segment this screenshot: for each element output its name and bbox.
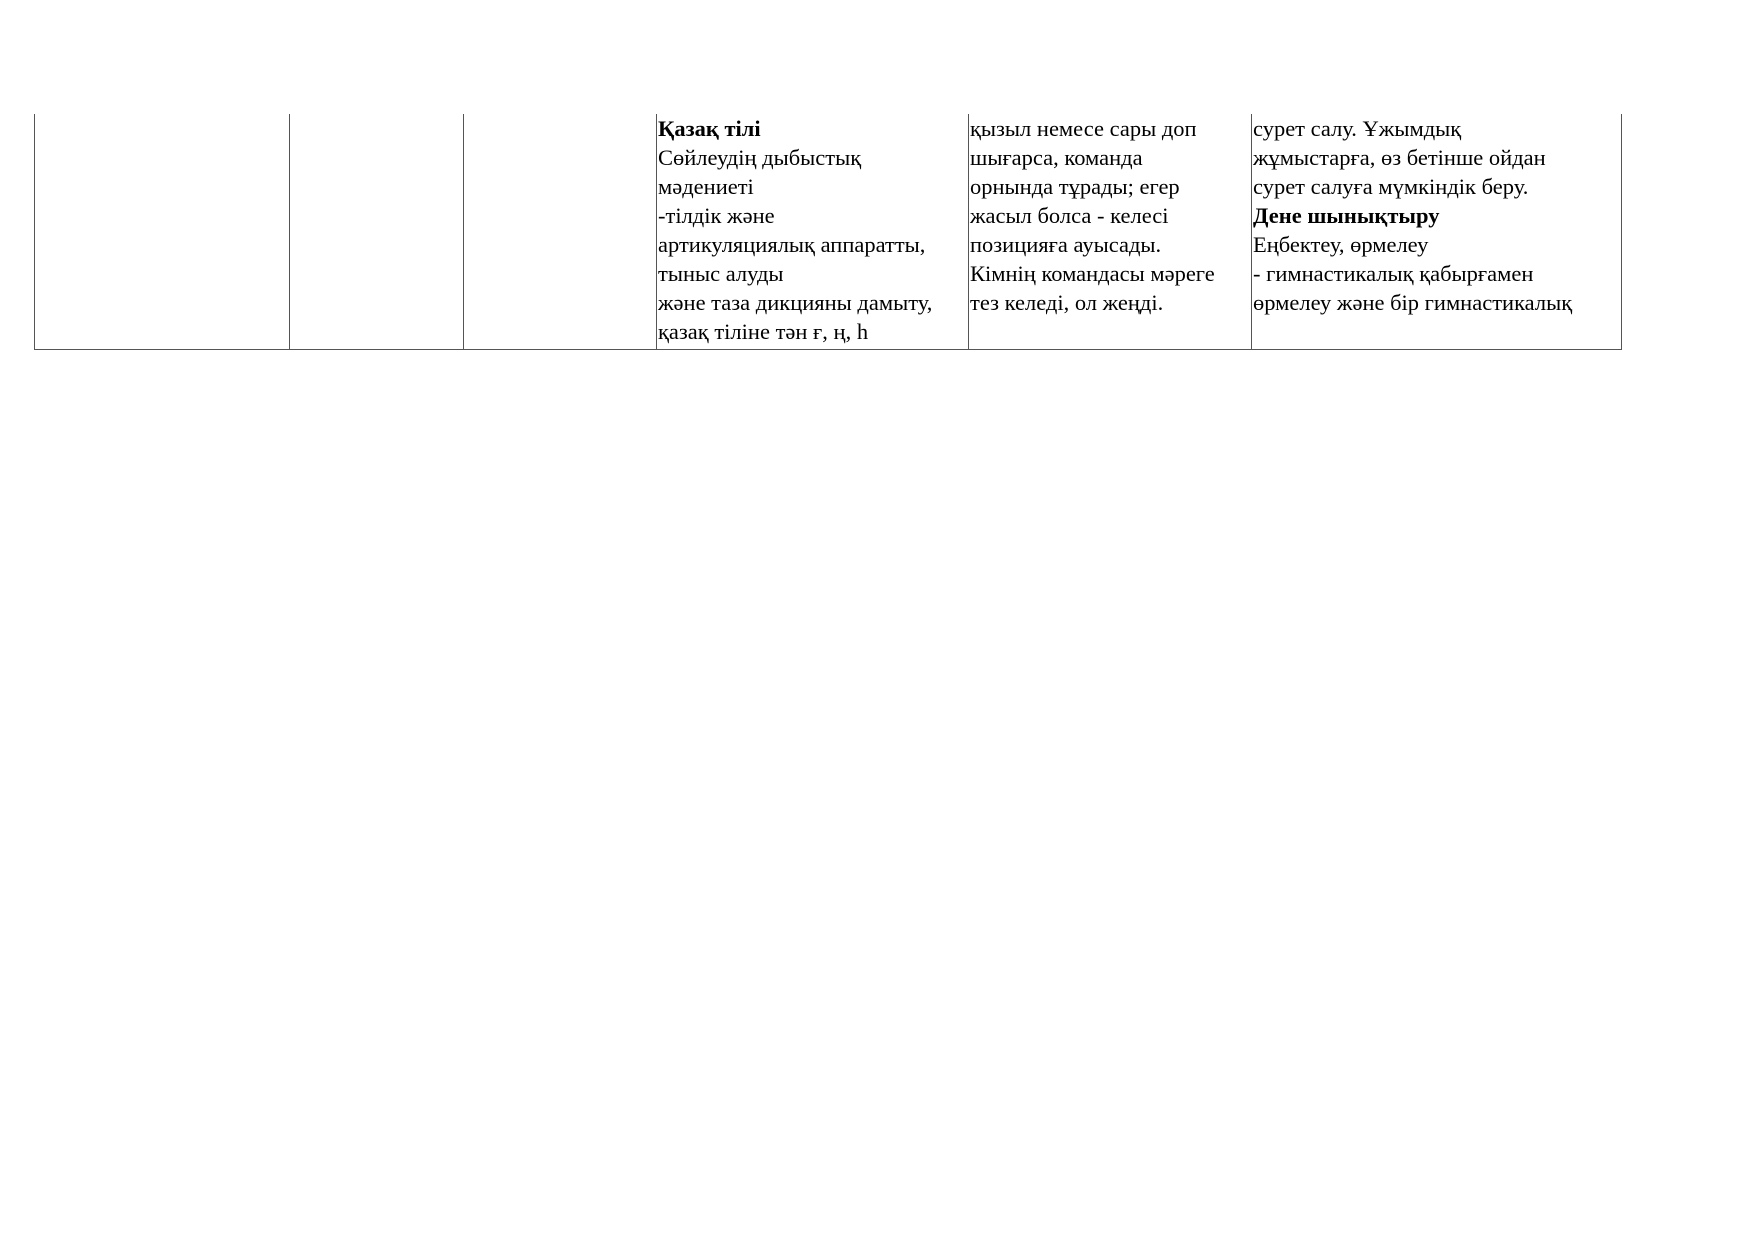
cell-line: тез келеді, ол жеңді.	[970, 290, 1164, 315]
cell-heading-kazakh-language: Қазақ тілі	[658, 116, 761, 141]
cell-line: орнында тұрады; егер	[970, 174, 1180, 199]
cell-line: сурет салу. Ұжымдық	[1253, 116, 1462, 141]
cell-line: - гимнастикалық қабырғамен	[1253, 261, 1534, 286]
cell-line: -тілдік және	[658, 203, 775, 228]
cell-line: тыныс алуды	[658, 261, 784, 286]
table-cell-col-1	[35, 114, 290, 350]
cell-line: позицияға ауысады.	[970, 232, 1162, 257]
cell-line: өрмелеу және бір гимнастикалық	[1253, 290, 1573, 315]
plan-table	[34, 114, 1622, 350]
cell-line: жұмыстарға, өз бетінше ойдан	[1253, 145, 1546, 170]
table-cell-drawing-physical-education	[1252, 114, 1622, 350]
cell-line: және таза дикцияны дамыту,	[658, 290, 933, 315]
cell-line: артикуляциялық аппаратты,	[658, 232, 926, 257]
table-cell-col-2	[290, 114, 464, 350]
cell-line: Еңбектеу, өрмелеу	[1253, 232, 1429, 257]
cell-line: қазақ тіліне тән ғ, ң, h	[658, 319, 869, 344]
cell-line: Кімнің командасы мәреге	[970, 261, 1215, 286]
cell-line: шығарса, команда	[970, 145, 1143, 170]
cell-line: мәдениеті	[658, 174, 754, 199]
cell-heading-physical-education: Дене шынықтыру	[1253, 203, 1440, 228]
cell-line: жасыл болса - келесі	[970, 203, 1169, 228]
table-row	[35, 114, 1622, 350]
cell-line: қызыл немесе сары доп	[970, 116, 1197, 141]
cell-line: Сөйлеудің дыбыстық	[658, 145, 862, 170]
table-cell-game-rules	[969, 114, 1252, 350]
cell-line: сурет салуға мүмкіндік беру.	[1253, 174, 1529, 199]
table-cell-col-3	[464, 114, 657, 350]
table-cell-kazakh-language	[657, 114, 969, 350]
